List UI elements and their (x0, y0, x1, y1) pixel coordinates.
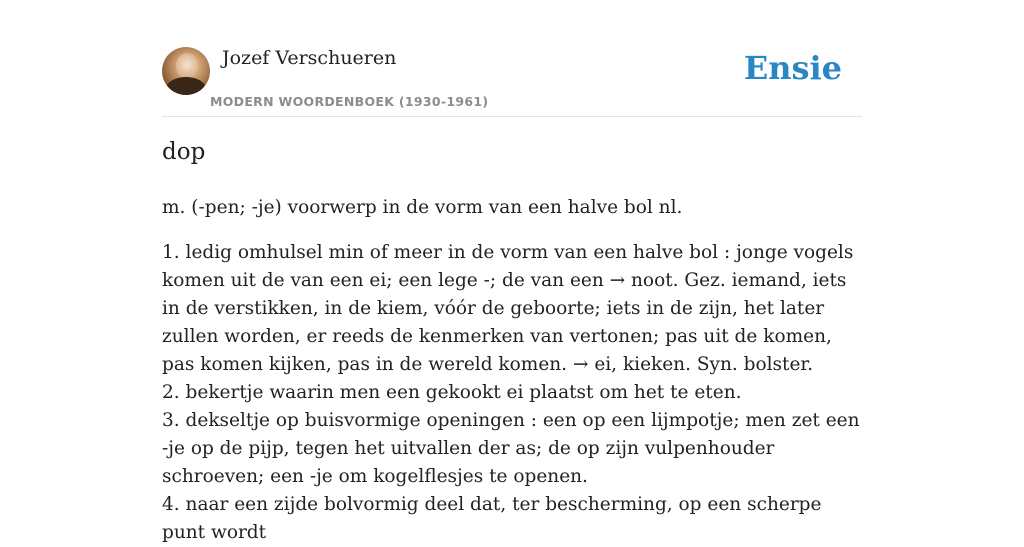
entry-definition: m. (-pen; -je) voorwerp in de vorm van een halve bol nl. (162, 197, 683, 218)
author-name[interactable]: Jozef Verschueren (222, 47, 397, 69)
source-label[interactable]: MODERN WOORDENBOEK (1930-1961) (210, 94, 489, 109)
avatar-face (176, 53, 198, 79)
ensie-logo[interactable]: Ensie (743, 49, 842, 87)
site-header (162, 44, 862, 117)
entry-headword: dop (162, 139, 206, 165)
entry-senses (162, 239, 862, 547)
avatar-coat (166, 77, 206, 95)
sense-item: 1. ledig omhulsel min of meer in de vorm van een halve bol : jonge vogels komen uit de van een ei; een lege -; de van een → noot. Gez. iemand, iets in de verstikken, in de kiem, vóór de geboorte; iets in de zijn, het later zullen worden, er reeds de kenmerken van vertonen; pas uit de komen, pas komen kijken, pas in de wereld komen. → ei, kieken. Syn. bolster. (162, 242, 854, 375)
author-avatar[interactable] (162, 47, 210, 95)
sense-item: 4. naar een zijde bolvormig deel dat, ter bescherming, op een scherpe punt wordt (162, 494, 822, 543)
sense-item: 3. dekseltje op buisvormige openingen : een op een lijmpotje; men zet een -je op de pijp, tegen het uitvallen der as; de op zijn vulpenhouder schroeven; een -je om kogelflesjes te openen. (162, 410, 860, 487)
sense-item: 2. bekertje waarin men een gekookt ei plaatst om het te eten. (162, 382, 742, 403)
